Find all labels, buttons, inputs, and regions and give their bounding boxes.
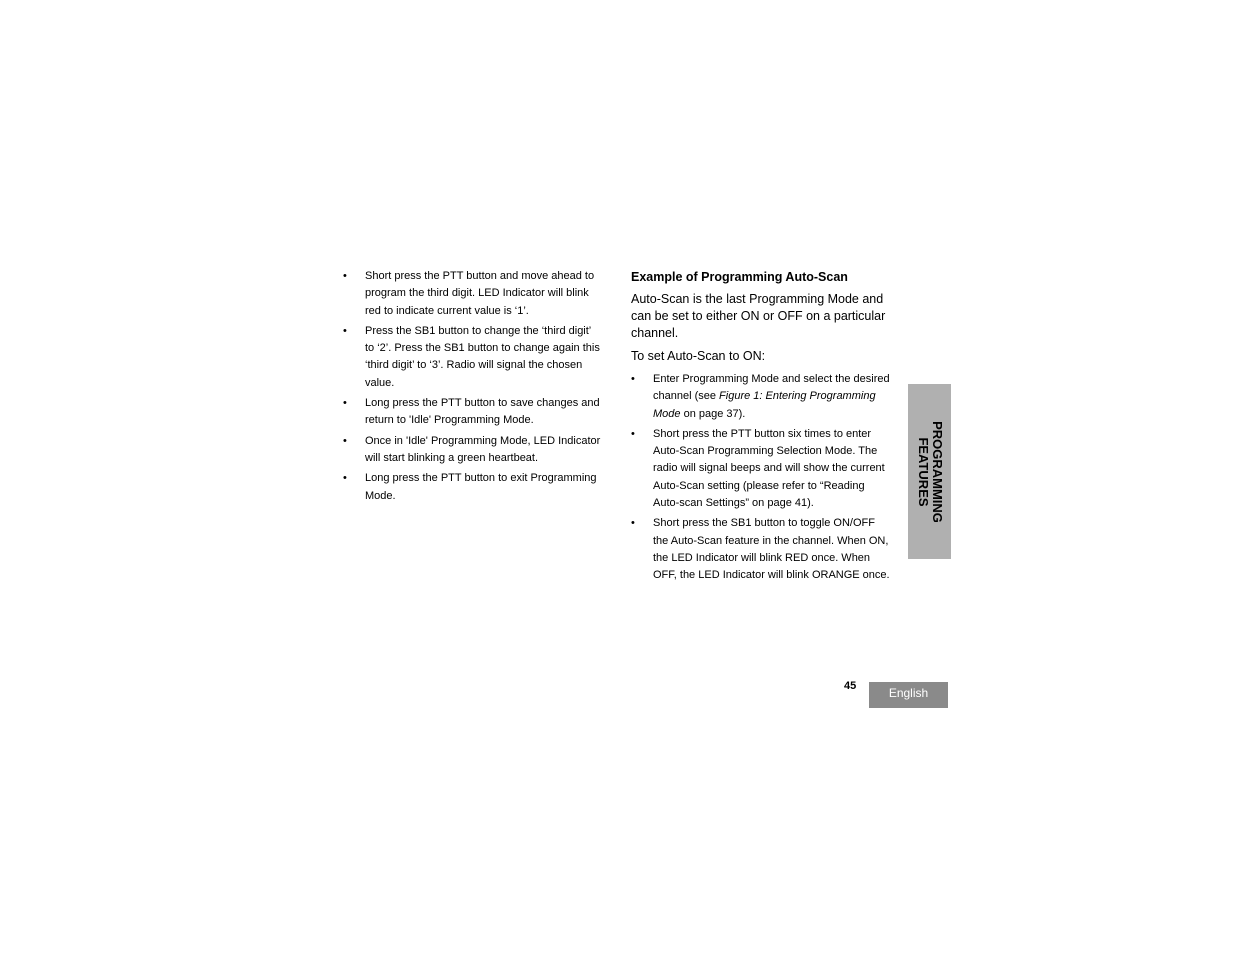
- list-item-text: Short press the SB1 button to toggle ON/OFF the Auto-Scan feature in the channel. When ON, the LED Indicator will blink RED once. When OFF, the LED Indicator will blink ORANGE once.: [653, 517, 890, 582]
- bullet-marker: •: [343, 270, 347, 282]
- side-tab-line1: PROGRAMMING: [929, 420, 945, 523]
- figure-reference: Figure 1: Entering Programming Mode: [653, 390, 876, 420]
- list-item-text: Press the SB1 button to change the ‘third digit’ to ‘2’. Press the SB1 button to change again this ‘third digit’ to ‘3’. Radio will signal the chosen value.: [365, 324, 600, 389]
- list-item: [631, 515, 893, 584]
- list-item: [631, 426, 893, 512]
- bullet-marker: •: [343, 324, 347, 337]
- list-item: [341, 323, 603, 392]
- side-tab-label: [916, 421, 944, 523]
- list-item-text: Long press the PTT button to save changes and return to 'Idle' Programming Mode.: [365, 397, 600, 427]
- bullet-marker: •: [343, 434, 347, 447]
- list-item: [631, 371, 893, 423]
- right-column: [631, 268, 893, 588]
- list-item-text: Short press the PTT button six times to enter Auto-Scan Programming Selection Mode. The radio will signal beeps and will show the current Auto-Scan setting (please refer to “Reading Auto-scan Settings” on page 41).: [653, 427, 885, 510]
- left-bullet-list: [341, 268, 603, 505]
- list-item-text: Long press the PTT button to exit Programming Mode.: [365, 472, 597, 502]
- list-item-text-before: Enter Programming Mode and select the desired channel (see: [653, 373, 890, 403]
- list-item: [341, 395, 603, 430]
- page-number: 45: [844, 680, 857, 692]
- lead-paragraph: To set Auto-Scan to ON:: [631, 349, 766, 363]
- language-label: English: [869, 682, 948, 708]
- list-item-text: Once in 'Idle' Programming Mode, LED Indicator will start blinking a green heartbeat.: [365, 434, 601, 464]
- left-column: [341, 268, 603, 508]
- list-item-text: Short press the PTT button and move ahead to program the third digit. LED Indicator will blink red to indicate current value is ‘1’.: [365, 270, 595, 317]
- list-item: [341, 268, 603, 320]
- side-tab-line2: FEATURES: [915, 436, 931, 507]
- section-side-tab: [908, 384, 951, 559]
- right-bullet-list: [631, 371, 893, 585]
- list-item: [341, 433, 603, 468]
- bullet-marker: •: [343, 397, 347, 410]
- bullet-marker: •: [343, 472, 347, 485]
- section-title: Example of Programming Auto-Scan: [631, 270, 848, 284]
- list-item-text-after: on page 37).: [680, 407, 746, 420]
- bullet-marker: •: [631, 373, 635, 385]
- intro-paragraph: Auto-Scan is the last Programming Mode and can be set to either ON or OFF on a particular channel.: [631, 292, 886, 340]
- bullet-marker: •: [631, 427, 635, 440]
- list-item: [341, 470, 603, 505]
- bullet-marker: •: [631, 517, 635, 530]
